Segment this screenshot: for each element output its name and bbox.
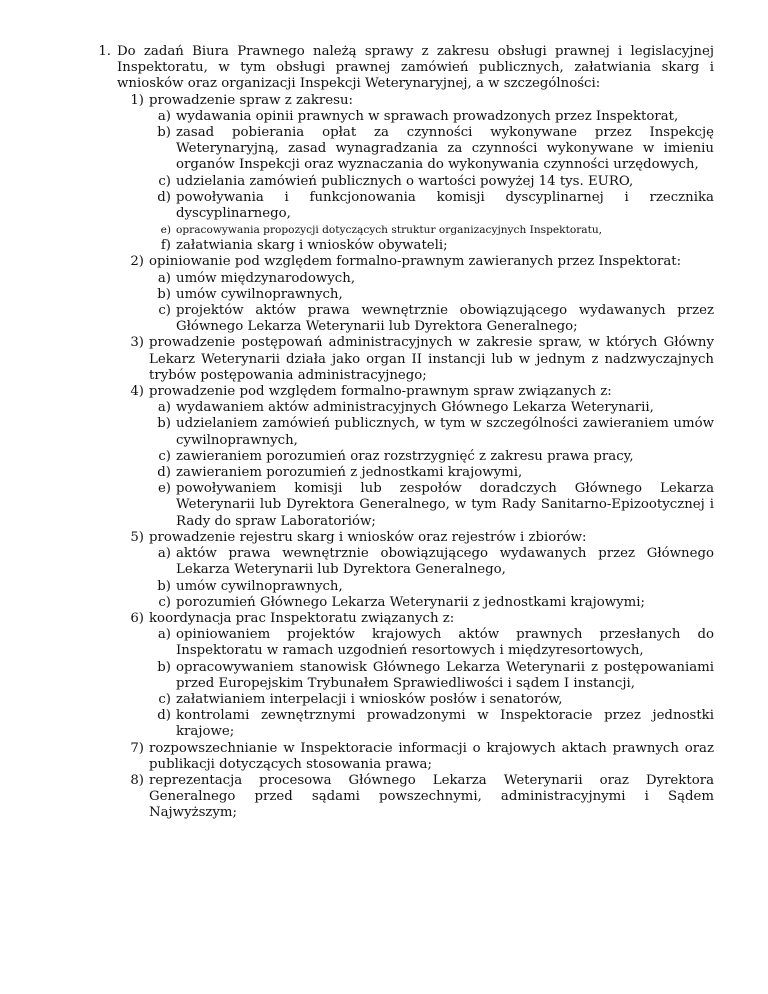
list-item-2 [94, 254, 714, 270]
item-text: reprezentacja procesowa Głównego Lekarza Weterynarii oraz Dyrektora Generalnego przed sądami powszechnymi, administracyjnymi i Sądem Najwyższym; [149, 772, 714, 821]
item-text: prowadzenie spraw z zakresu: [149, 92, 354, 108]
item-number: 8) [130, 772, 144, 788]
list-item-8 [94, 773, 714, 822]
sub-item-letter: d) [157, 465, 171, 481]
sub-item-letter: c) [158, 448, 171, 464]
list-item-1 [94, 93, 714, 109]
sub-item-1c [94, 174, 714, 190]
sub-item-text: opracowywaniem stanowisk Głównego Lekarza Weterynarii z postępowaniami przed Europejskim Trybunałem Sprawiedliwości i sądem I instancji, [176, 659, 714, 691]
document-page [94, 44, 714, 822]
item-text: prowadzenie rejestru skarg i wniosków oraz rejestrów i zbiorów: [149, 529, 587, 545]
sub-item-1f [94, 238, 714, 254]
sub-item-letter: b) [157, 659, 171, 675]
sub-item-text: wydawaniem aktów administracyjnych Głównego Lekarza Weterynarii, [176, 400, 654, 416]
item-text: opiniowanie pod względem formalno-prawnym zawieranych przez Inspektorat: [149, 254, 682, 270]
sub-item-4e [94, 481, 714, 530]
sub-item-text: kontrolami zewnętrznymi prowadzonymi w Inspektoracie przez jednostki krajowe; [176, 708, 714, 740]
sub-item-letter: d) [157, 708, 171, 724]
sub-item-text: powoływania i funkcjonowania komisji dyscyplinarnej i rzecznika dyscyplinarnego, [176, 189, 714, 222]
section-1 [94, 44, 714, 93]
sub-item-1a [94, 109, 714, 125]
sub-item-letter: b) [157, 578, 171, 594]
sub-item-letter: a) [157, 270, 171, 286]
sub-item-text: udzielaniem zamówień publicznych, w tym w szczególności zawieraniem umów cywilnoprawnych, [176, 416, 714, 448]
item-number: 2) [130, 254, 144, 270]
sub-item-letter: e) [160, 224, 171, 237]
sub-item-6a [94, 627, 714, 659]
item-number: 5) [130, 529, 144, 545]
section-number: 1. [98, 44, 111, 59]
sub-item-text: opracowywania propozycji dotyczących struktur organizacyjnych Inspektoratu, [176, 224, 603, 237]
sub-item-text: powoływaniem komisji lub zespołów doradczych Głównego Lekarza Weterynarii lub Dyrektora Generalnego, w tym Rady Sanitarno-Epizootycznej i Rady do spraw Laboratoriów; [176, 481, 714, 529]
sub-item-text: umów międzynarodowych, [176, 270, 356, 286]
sub-item-5c [94, 595, 714, 611]
sub-item-text: wydawania opinii prawnych w sprawach prowadzonych przez Inspektorat, [176, 108, 679, 124]
sub-item-5a [94, 546, 714, 578]
sub-item-4a [94, 400, 714, 416]
sub-item-4c [94, 449, 714, 465]
sub-item-letter: b) [157, 416, 171, 432]
sub-item-6d [94, 708, 714, 740]
sub-item-text: aktów prawa wewnętrznie obowiązującego wydawanych przez Głównego Lekarza Weterynarii lub Dyrektora Generalnego, [176, 546, 714, 578]
sub-item-text: zawieraniem porozumień oraz rozstrzygnięć z zakresu prawa pracy, [176, 448, 634, 464]
sub-item-text: umów cywilnoprawnych, [176, 578, 343, 594]
sub-item-6b [94, 660, 714, 692]
sub-item-6c [94, 692, 714, 708]
sub-item-2c [94, 303, 714, 335]
item-number: 4) [130, 384, 144, 400]
sub-item-text: załatwiania skarg i wniosków obywateli; [176, 238, 448, 254]
sub-item-letter: a) [157, 627, 171, 643]
sub-item-1d [94, 190, 714, 222]
sub-item-text: załatwianiem interpelacji i wniosków posłów i senatorów, [176, 691, 563, 707]
sub-item-letter: b) [157, 286, 171, 302]
sub-item-text: umów cywilnoprawnych, [176, 286, 343, 302]
item-text: rozpowszechnianie w Inspektoracie informacji o krajowych aktach prawnych oraz publikacji dotyczących stosowania prawa; [149, 740, 714, 772]
item-text: prowadzenie postępowań administracyjnych w zakresie spraw, w których Główny Lekarz Weterynarii działa jako organ II instancji lub w jednym z nadzwyczajnych trybów postępowania administracyjnego; [149, 335, 714, 383]
sub-item-letter: f) [160, 238, 171, 254]
sub-item-letter: c) [158, 303, 171, 319]
sub-item-letter: a) [157, 546, 171, 562]
sub-item-letter: a) [157, 108, 171, 124]
item-number: 1) [130, 92, 144, 108]
sub-item-text: zawieraniem porozumień z jednostkami krajowymi, [176, 465, 523, 481]
sub-item-text: udzielania zamówień publicznych o wartości powyżej 14 tys. EURO, [176, 173, 634, 189]
sub-item-text: opiniowaniem projektów krajowych aktów prawnych przesłanych do Inspektoratu w ramach uzgodnień resortowych i międzyresortowych, [176, 627, 714, 659]
sub-item-4b [94, 416, 714, 448]
sub-item-letter: e) [157, 481, 171, 497]
sub-item-2b [94, 287, 714, 303]
sub-item-letter: a) [157, 400, 171, 416]
sub-item-letter: c) [158, 691, 171, 707]
sub-item-2a [94, 271, 714, 287]
list-item-3 [94, 335, 714, 384]
list-item-6 [94, 611, 714, 627]
sub-item-text: porozumień Głównego Lekarza Weterynarii z jednostkami krajowymi; [176, 594, 646, 610]
list-item-7 [94, 741, 714, 773]
sub-item-letter: c) [158, 173, 171, 189]
sub-item-4d [94, 465, 714, 481]
sub-item-5b [94, 579, 714, 595]
sub-item-letter: b) [157, 125, 171, 141]
item-number: 7) [130, 740, 144, 756]
item-text: prowadzenie pod względem formalno-prawnym spraw związanych z: [149, 384, 612, 400]
sub-item-1b [94, 125, 714, 174]
list-item-4 [94, 384, 714, 400]
sub-item-text: projektów aktów prawa wewnętrznie obowiązującego wydawanych przez Głównego Lekarza Weterynarii lub Dyrektora Generalnego; [176, 303, 714, 335]
item-text: koordynacja prac Inspektoratu związanych z: [149, 610, 455, 626]
item-number: 3) [130, 335, 144, 351]
item-number: 6) [130, 610, 144, 626]
sub-item-letter: c) [158, 594, 171, 610]
sub-item-1e [94, 222, 714, 238]
sub-item-text: zasad pobierania opłat za czynności wykonywane przez Inspekcję Weterynaryjną, zasad wynagradzania za czynności wykonywane w imieniu organów Inspekcji oraz wyznaczania do wykonywania czynności urzędowych, [176, 125, 714, 173]
sub-item-letter: d) [157, 189, 171, 205]
list-item-5 [94, 530, 714, 546]
section-intro: Do zadań Biura Prawnego należą sprawy z zakresu obsługi prawnej i legislacyjnej Inspektoratu, w tym obsługi prawnej zamówień publicznych, załatwiania skarg i wniosków oraz organizacji Inspekcji Weterynaryjnej, a w szczególności: [117, 44, 714, 92]
